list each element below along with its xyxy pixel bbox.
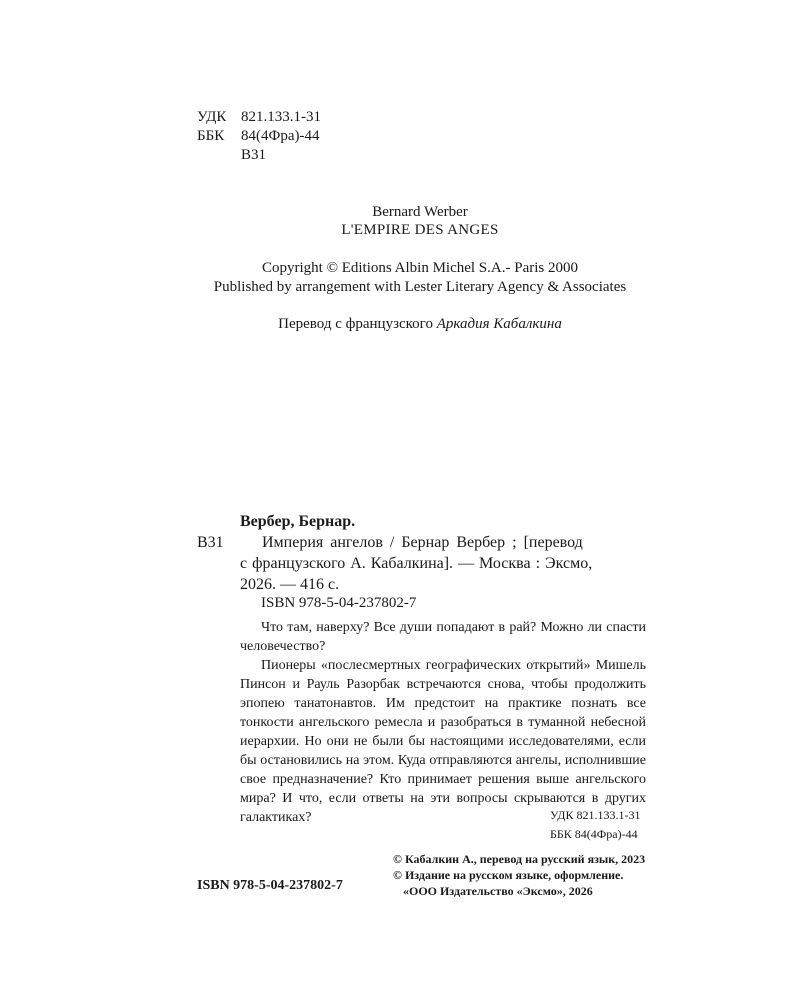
annotation-udk: УДК 821.133.1-31 [550, 808, 641, 822]
translation-line [0, 316, 800, 333]
udk-value: 821.133.1-31 [241, 109, 321, 125]
catalog-heading: Вербер, Бернар. [240, 513, 356, 530]
author-mark: В31 [241, 147, 267, 163]
annotation-para-1: Что там, наверху? Все души попадают в рай? Можно ли спасти человечество? [240, 620, 646, 654]
copyright-line-1: © Кабалкин А., перевод на русский язык, 2023 [393, 852, 646, 866]
catalog-mark: В31 [197, 534, 224, 551]
annotation-codes [550, 806, 640, 844]
catalog-isbn: ISBN 978-5-04-237802-7 [261, 595, 417, 611]
original-title: L'EMPIRE DES ANGES [341, 222, 499, 238]
annotation-bbk: ББК 84(4Фра)-44 [550, 827, 638, 841]
translator-name: Аркадия Кабалкина [436, 316, 562, 332]
copyright-line-2: © Издание на русском языке, оформление. [393, 868, 624, 882]
copyright-line-3: «ООО Издательство «Эксмо», 2026 [403, 884, 593, 898]
footer-isbn: ISBN 978-5-04-237802-7 [197, 878, 343, 893]
catalog-line-1: Империя ангелов / Бернар Вербер ; [перевод [262, 534, 583, 551]
annotation-para-2: Пионеры «послесмертных географических открытий» Мишель Пинсон и Рауль Разорбак встречаются снова, чтобы продолжить эпопею танатонавтов. Им предстоит на практике познать все тонкости ангельского ремесла и разобраться в туманной небесной иерархии. Но они не были бы настоящими исследователями, если бы остановились на этом. Куда отправляются ангелы, исполнившие свое предназначение? Кто принимает решения выше ангельского мира? И что, если ответы на эти вопросы скрываются в других галактиках? [240, 658, 646, 825]
catalog-line-3: 2026. — 416 с. [240, 576, 340, 593]
bbk-value: 84(4Фра)-44 [241, 128, 320, 144]
arrangement-line: Published by arrangement with Lester Literary Agency & Associates [213, 279, 627, 295]
bbk-label: ББК [197, 128, 225, 144]
udk-label: УДК [197, 109, 227, 125]
copyright-line: Copyright © Editions Albin Michel S.A.- Paris 2000 [262, 260, 578, 276]
annotation [240, 618, 646, 827]
copyright-block [393, 851, 645, 899]
catalog-line-2: с французского А. Кабалкина]. — Москва : Эксмо, [240, 555, 593, 572]
original-author: Bernard Werber [372, 204, 468, 220]
translation-prefix: Перевод с французского [278, 316, 433, 332]
classification-block [197, 108, 321, 165]
